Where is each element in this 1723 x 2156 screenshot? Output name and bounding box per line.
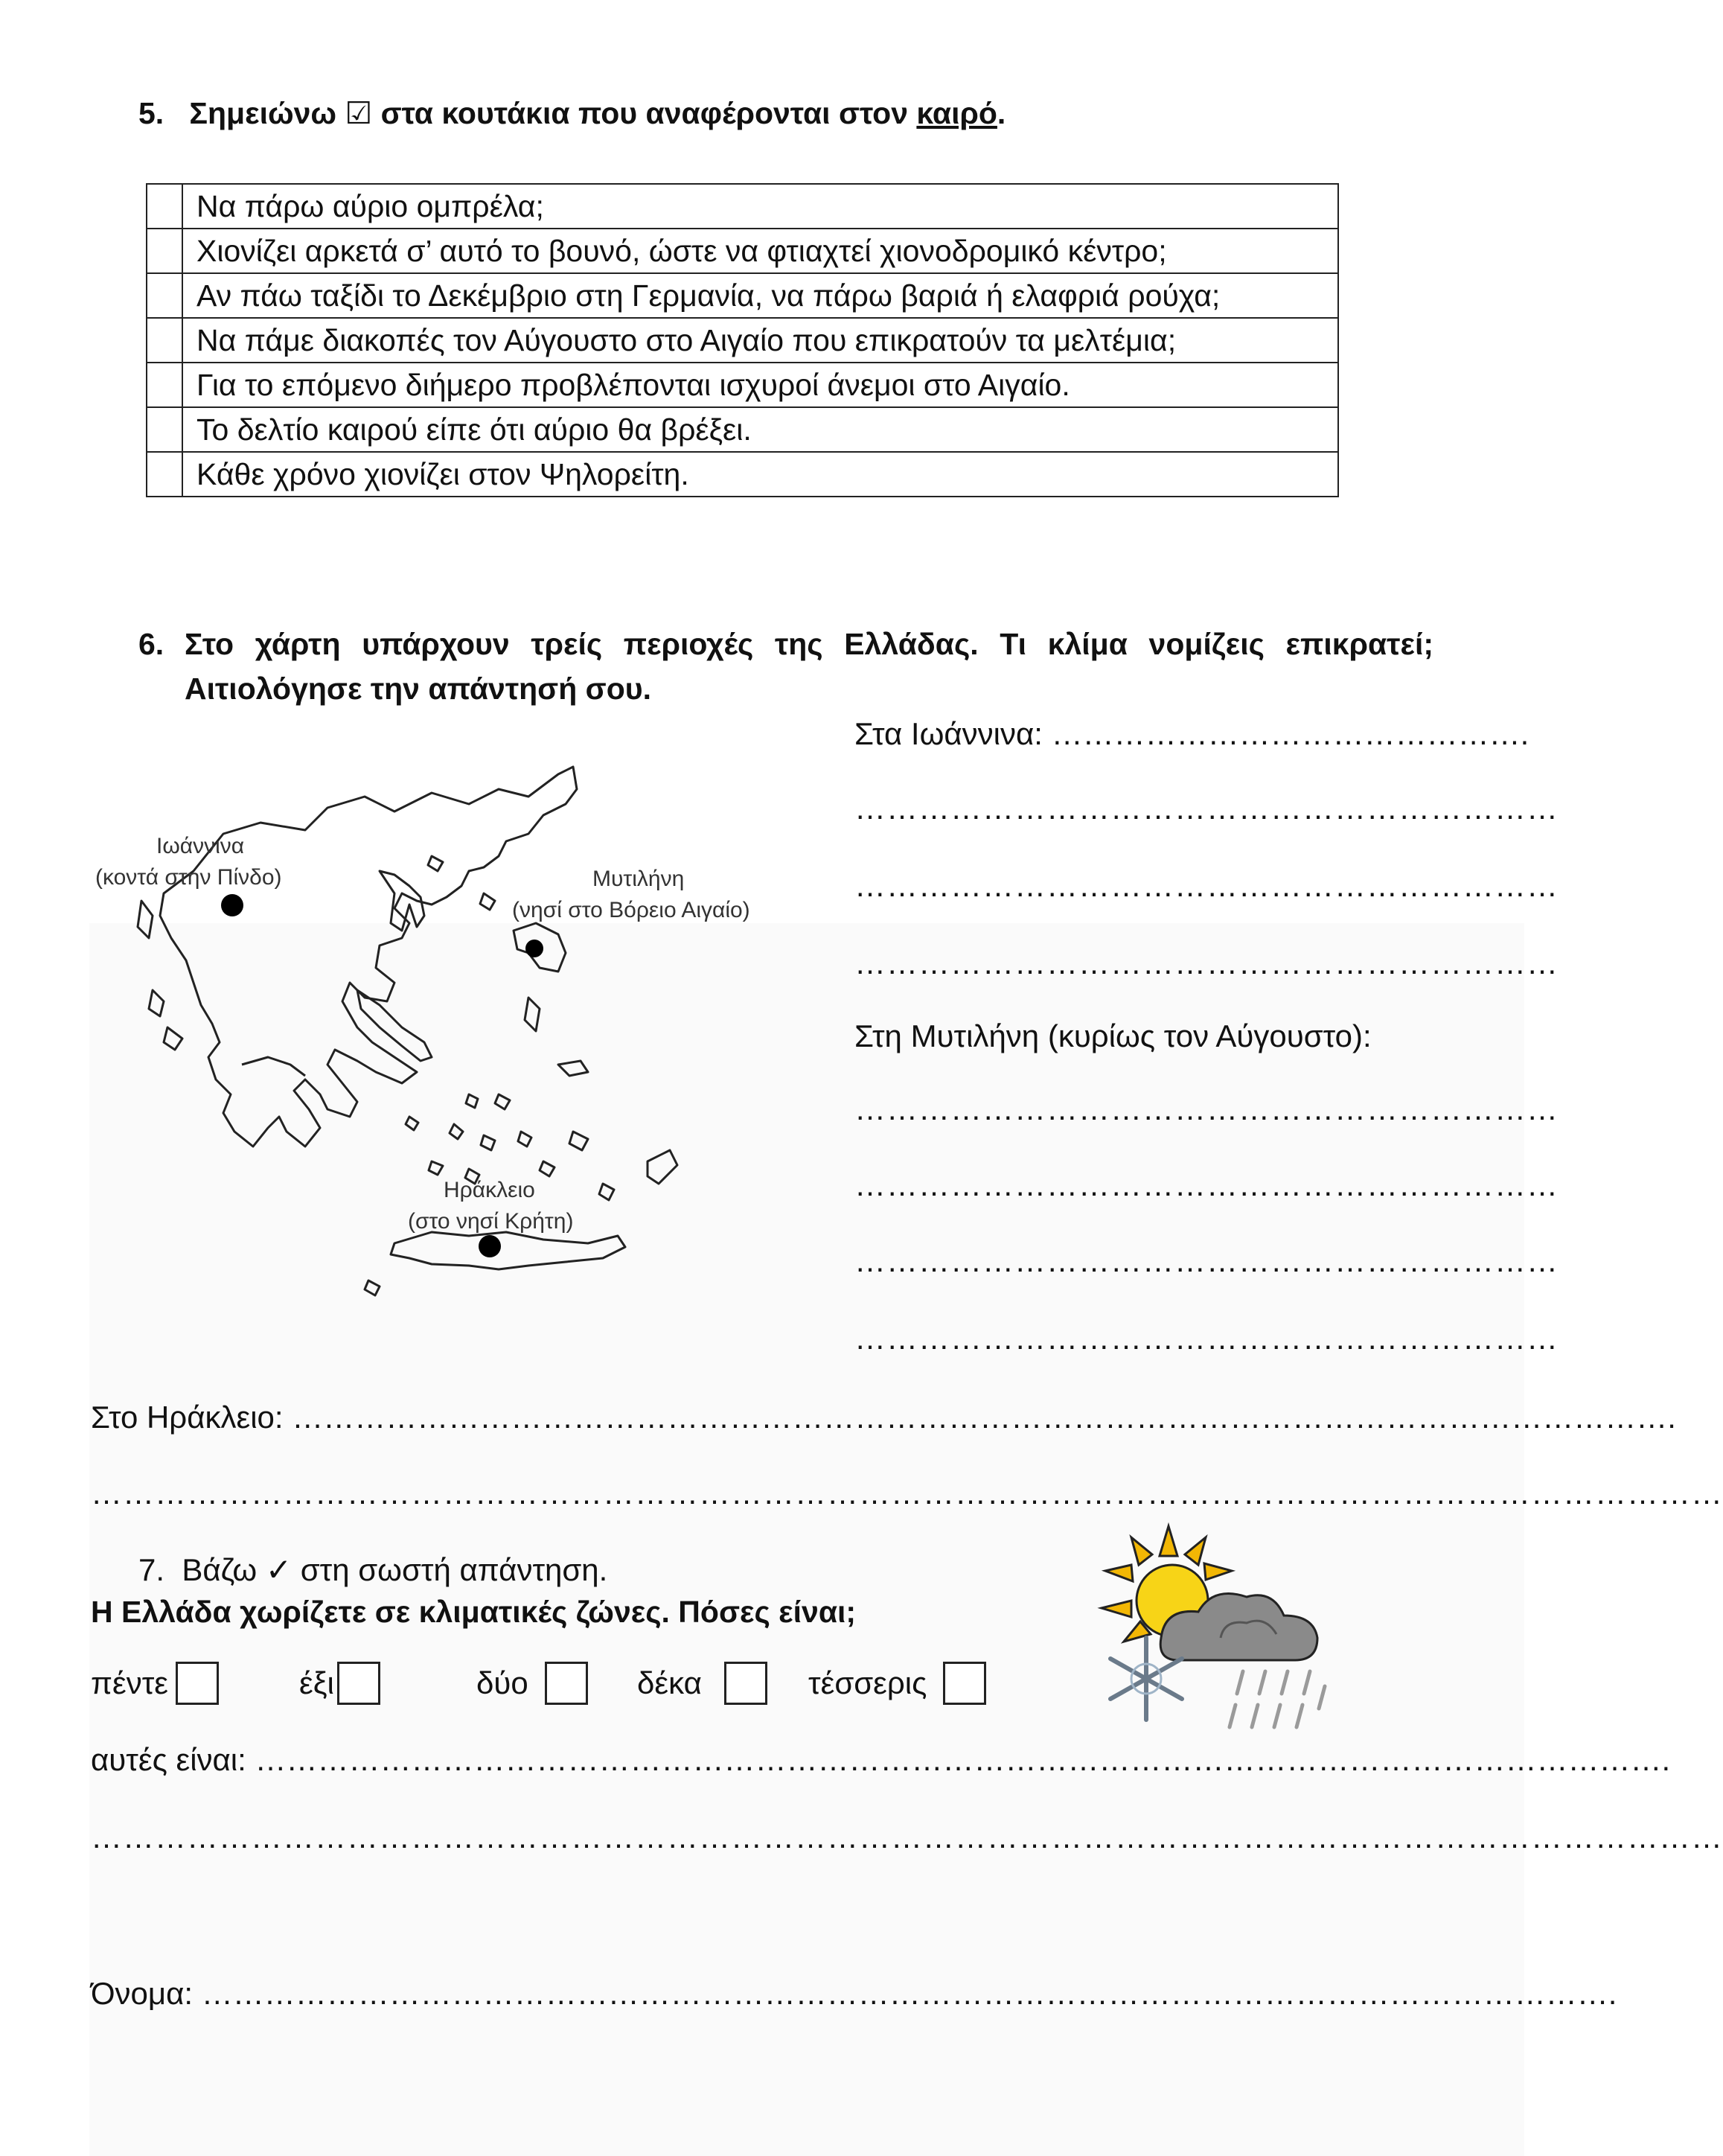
checkbox-cell[interactable] <box>147 452 182 497</box>
q7-instruction-text: Βάζω ✓ στη σωστή απάντηση. <box>182 1552 608 1587</box>
checkbox-cell[interactable] <box>147 184 182 229</box>
heraklion-prompt: Στο Ηράκλειο: ……………………………………………………………………………………………………………………. <box>91 1400 1676 1435</box>
mytilene-note: (νησί στο Βόρειο Αιγαίο) <box>512 898 750 922</box>
table-row <box>147 184 1338 229</box>
answer-line[interactable]: ………………………………………………………… <box>854 1321 1559 1356</box>
q7-question: Η Ελλάδα χωρίζετε σε κλιματικές ζώνες. Πόσες είναι; <box>91 1595 857 1629</box>
q5-title-text: Σημειώνω ☑ στα κουτάκια που αναφέρονται στον <box>189 96 917 130</box>
q6-title-line2: Αιτιολόγησε την απάντησή σου. <box>185 672 651 706</box>
ioannina-marker <box>221 894 243 916</box>
answer-line[interactable]: ………………………………………………………… <box>854 791 1559 826</box>
answer-line[interactable]: ………………………………………………………… <box>854 868 1559 903</box>
answer-line[interactable]: ………………………………………………………… <box>854 1167 1559 1202</box>
q5-title-underlined: καιρό <box>916 96 997 130</box>
option-checkbox[interactable] <box>337 1662 380 1705</box>
table-row <box>147 452 1338 497</box>
sun-cloud-rain-snowflake-icon <box>1094 1526 1384 1742</box>
answer-line[interactable]: ………………………………………………………… <box>854 1091 1559 1126</box>
statement-cell: Κάθε χρόνο χιονίζει στον Ψηλορείτη. <box>182 452 1338 497</box>
table-row <box>147 229 1338 273</box>
option-label: έξι <box>299 1665 334 1700</box>
answer-line[interactable]: ……………………………………………………………………………………………………………………………………… <box>91 1476 1723 1511</box>
heraklion-note: (στο νησί Κρήτη) <box>408 1209 574 1234</box>
heraklion-marker <box>479 1235 501 1257</box>
q6-number: 6. <box>138 627 164 661</box>
option-checkbox[interactable] <box>943 1662 986 1705</box>
q6-title-line1: Στο χάρτη υπάρχουν τρείς περιοχές της Ελλάδας. Τι κλίμα νομίζεις επικρατεί; <box>185 627 1433 661</box>
statement-cell: Το δελτίο καιρού είπε ότι αύριο θα βρέξει. <box>182 407 1338 452</box>
answer-line[interactable]: ……………………………………………………………………………………………………………………………………… <box>91 1819 1723 1854</box>
ioannina-note: (κοντά στην Πίνδο) <box>95 865 282 890</box>
greece-map-icon <box>82 744 804 1310</box>
option-checkbox[interactable] <box>545 1662 588 1705</box>
option-ten <box>637 1662 767 1705</box>
statement-cell: Να πάμε διακοπές τον Αύγουστο στο Αιγαίο που επικρατούν τα μελτέμια; <box>182 318 1338 363</box>
statement-cell: Αν πάω ταξίδι το Δεκέμβριο στη Γερμανία, να πάρω βαριά ή ελαφριά ρούχα; <box>182 273 1338 318</box>
checkbox-cell[interactable] <box>147 407 182 452</box>
name-field[interactable]: Όνομα: ………………………………………………………………………………………………………………………. <box>91 1976 1617 2011</box>
statement-cell: Χιονίζει αρκετά σ’ αυτό το βουνό, ώστε να φτιαχτεί χιονοδρομικό κέντρο; <box>182 229 1338 273</box>
mytilene-prompt: Στη Μυτιλήνη (κυρίως τον Αύγουστο): <box>854 1018 1372 1053</box>
q7-answer-prompt: αυτές είναι: ………………………………………………………………………………………………………………………. <box>91 1742 1671 1777</box>
answer-line[interactable]: ………………………………………………………… <box>854 1243 1559 1278</box>
checkbox-cell[interactable] <box>147 229 182 273</box>
option-label: δύο <box>476 1665 528 1700</box>
option-label: δέκα <box>637 1665 702 1700</box>
answer-line[interactable]: ………………………………………………………… <box>854 945 1559 980</box>
checkbox-cell[interactable] <box>147 273 182 318</box>
table-row <box>147 318 1338 363</box>
option-label: τέσσερις <box>808 1665 927 1700</box>
checkbox-cell[interactable] <box>147 318 182 363</box>
checkbox-cell[interactable] <box>147 363 182 407</box>
table-row <box>147 407 1338 452</box>
q5-table <box>146 183 1339 497</box>
option-label: πέντε <box>91 1665 169 1700</box>
option-six <box>299 1662 380 1705</box>
mytilene-marker <box>525 940 543 957</box>
statement-cell: Να πάρω αύριο ομπρέλα; <box>182 184 1338 229</box>
table-row <box>147 363 1338 407</box>
ioannina-label: Ιωάννινα <box>156 834 245 858</box>
statement-cell: Για το επόμενο διήμερο προβλέπονται ισχυροί άνεμοι στο Αιγαίο. <box>182 363 1338 407</box>
option-checkbox[interactable] <box>176 1662 219 1705</box>
ioannina-prompt: Στα Ιωάννινα: ………………………………………. <box>854 716 1529 751</box>
option-five <box>91 1662 219 1705</box>
q7-instruction <box>138 1551 607 1588</box>
option-four <box>808 1662 986 1705</box>
option-two <box>476 1662 588 1705</box>
q5-title: 5. Σημειώνω ☑ στα κουτάκια που αναφέρονται στον καιρό. <box>138 96 1006 130</box>
table-row <box>147 273 1338 318</box>
q5-number: 5. <box>138 96 164 130</box>
option-checkbox[interactable] <box>724 1662 767 1705</box>
mytilene-label: Μυτιλήνη <box>592 867 685 891</box>
q7-number: 7. <box>138 1552 165 1587</box>
heraklion-label: Ηράκλειο <box>444 1178 535 1202</box>
